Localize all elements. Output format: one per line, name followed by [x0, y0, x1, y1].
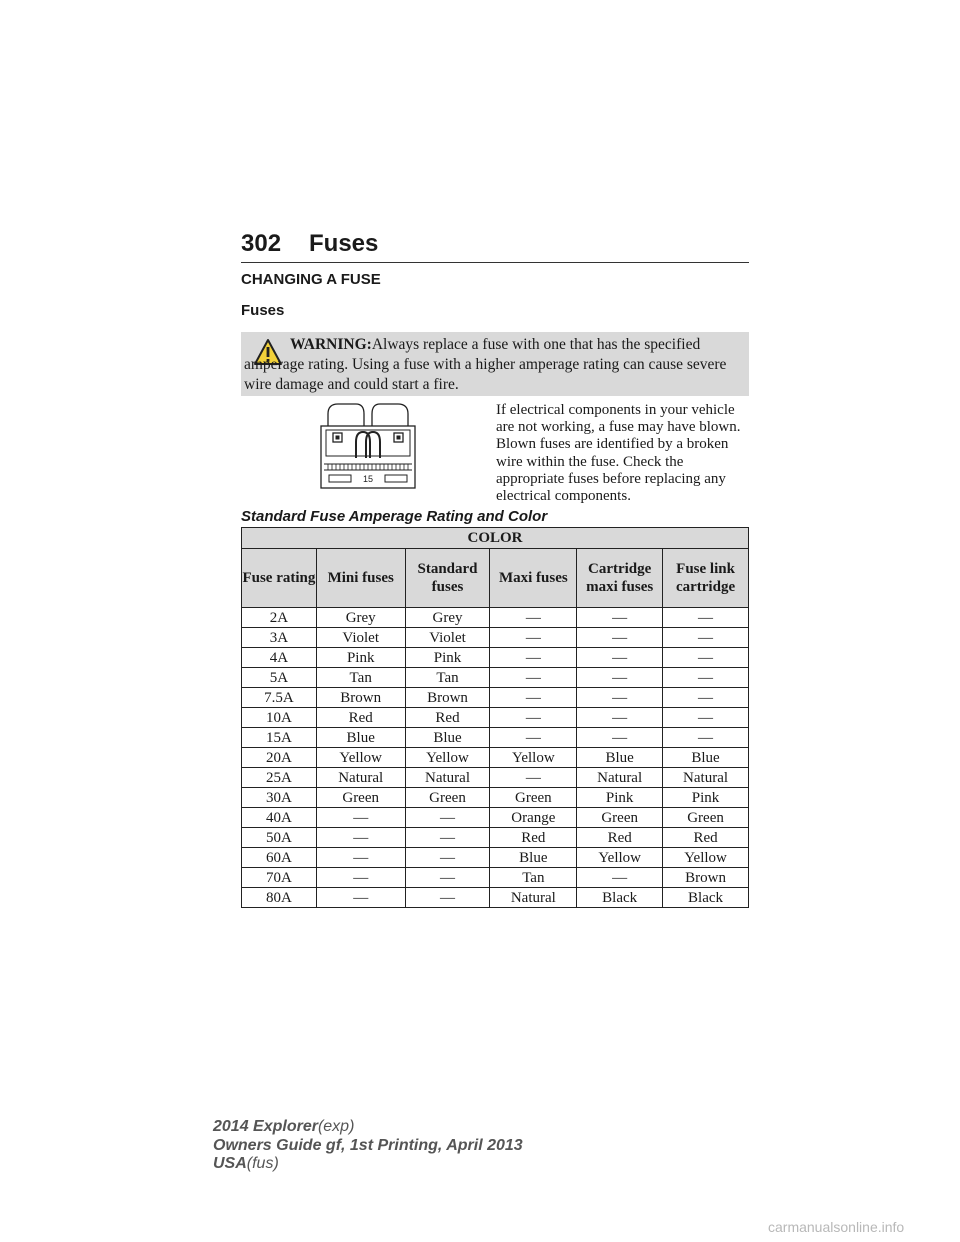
table-cell: 15A: [242, 728, 317, 748]
table-cell: Black: [663, 888, 749, 908]
table-cell: Tan: [490, 868, 577, 888]
table-cell: —: [405, 888, 490, 908]
table-cell: —: [405, 808, 490, 828]
table-cell: Tan: [316, 668, 405, 688]
table-cell: —: [577, 868, 663, 888]
table-cell: —: [663, 628, 749, 648]
table-cell: 2A: [242, 608, 317, 628]
table-row: [242, 648, 749, 668]
table-row: [242, 868, 749, 888]
table-cell: Natural: [490, 888, 577, 908]
table-cell: Natural: [316, 768, 405, 788]
table-cell: Pink: [316, 648, 405, 668]
table-cell: Blue: [490, 848, 577, 868]
table-cell: Grey: [316, 608, 405, 628]
table-cell: 4A: [242, 648, 317, 668]
table-cell: 7.5A: [242, 688, 317, 708]
table-cell: Blue: [663, 748, 749, 768]
table-cell: 5A: [242, 668, 317, 688]
table-cell: Yellow: [663, 848, 749, 868]
table-cell: Orange: [490, 808, 577, 828]
table-row: [242, 608, 749, 628]
table-cell: —: [490, 708, 577, 728]
table-cell: —: [577, 688, 663, 708]
table-cell: Brown: [405, 688, 490, 708]
table-cell: —: [316, 828, 405, 848]
table-cell: —: [663, 668, 749, 688]
table-cell: —: [577, 628, 663, 648]
table-cell: Green: [490, 788, 577, 808]
table-cell: —: [490, 688, 577, 708]
column-header: Mini fuses: [316, 549, 405, 608]
table-cell: —: [663, 648, 749, 668]
color-group-header: COLOR: [242, 528, 749, 549]
table-cell: —: [405, 848, 490, 868]
table-cell: —: [490, 768, 577, 788]
footer-line-1: 2014 Explorer(exp): [213, 1118, 355, 1135]
column-header: Maxi fuses: [490, 549, 577, 608]
column-header: Cartridge maxi fuses: [577, 549, 663, 608]
table-cell: Blue: [577, 748, 663, 768]
table-row: [242, 748, 749, 768]
table-cell: 50A: [242, 828, 317, 848]
table-cell: Green: [405, 788, 490, 808]
table-row: [242, 788, 749, 808]
table-row: [242, 708, 749, 728]
table-cell: —: [405, 868, 490, 888]
warning-box: [241, 332, 749, 396]
column-header: Fuse link cartridge: [663, 549, 749, 608]
table-cell: —: [577, 708, 663, 728]
table-cell: Red: [316, 708, 405, 728]
table-row: [242, 888, 749, 908]
body-paragraph: If electrical components in your vehicle are not working, a fuse may have blown. Blown fuses are identified by a broken wire within the fuse. Check the appropriate fuses before replacing any electrical components.: [496, 402, 741, 505]
table-cell: Yellow: [316, 748, 405, 768]
table-cell: 60A: [242, 848, 317, 868]
table-cell: Pink: [577, 788, 663, 808]
column-header: Fuse rating: [242, 549, 317, 608]
table-cell: —: [405, 828, 490, 848]
table-cell: Pink: [663, 788, 749, 808]
table-cell: 30A: [242, 788, 317, 808]
table-cell: Red: [663, 828, 749, 848]
table-cell: —: [577, 668, 663, 688]
table-cell: Natural: [577, 768, 663, 788]
table-cell: 40A: [242, 808, 317, 828]
table-cell: Blue: [316, 728, 405, 748]
table-cell: 3A: [242, 628, 317, 648]
column-header: Standard fuses: [405, 549, 490, 608]
page-number: 302: [241, 230, 282, 257]
fuse-icon: [318, 402, 418, 492]
table-cell: Red: [490, 828, 577, 848]
table-caption: Standard Fuse Amperage Rating and Color: [241, 508, 548, 525]
table-cell: Yellow: [405, 748, 490, 768]
table-cell: Pink: [405, 648, 490, 668]
fuse-color-table: [241, 527, 749, 908]
table-row: [242, 848, 749, 868]
table-cell: Green: [316, 788, 405, 808]
table-row: [242, 668, 749, 688]
footer: [213, 1118, 523, 1174]
main-heading: CHANGING A FUSE: [241, 271, 381, 288]
table-cell: —: [663, 608, 749, 628]
warning-body: Always replace a fuse with one that has the specified amperage rating. Using a fuse with a higher amperage rating can cause severe wire damage and could start a fire.: [244, 336, 727, 393]
table-cell: 20A: [242, 748, 317, 768]
subheading: Fuses: [241, 302, 285, 319]
footer-line-2: Owners Guide gf, 1st Printing, April 2013: [213, 1136, 523, 1154]
table-cell: Brown: [316, 688, 405, 708]
table-cell: —: [490, 668, 577, 688]
warning-text: [244, 335, 744, 395]
table-cell: Yellow: [490, 748, 577, 768]
table-row: [242, 688, 749, 708]
table-cell: Red: [577, 828, 663, 848]
table-cell: —: [316, 848, 405, 868]
table-row: [242, 628, 749, 648]
table-cell: —: [316, 888, 405, 908]
table-row: [242, 768, 749, 788]
footer-line-3: USA(fus): [213, 1155, 279, 1172]
table-cell: —: [577, 608, 663, 628]
table-cell: 70A: [242, 868, 317, 888]
table-cell: —: [316, 868, 405, 888]
table-cell: Violet: [316, 628, 405, 648]
table-cell: —: [577, 728, 663, 748]
table-cell: 80A: [242, 888, 317, 908]
warning-label: WARNING:: [290, 336, 372, 353]
table-row: [242, 808, 749, 828]
table-cell: Natural: [663, 768, 749, 788]
table-cell: Natural: [405, 768, 490, 788]
table-cell: Tan: [405, 668, 490, 688]
table-cell: 10A: [242, 708, 317, 728]
table-cell: Green: [577, 808, 663, 828]
table-cell: —: [490, 628, 577, 648]
watermark: carmanualsonline.info: [768, 1219, 905, 1235]
table-row: [242, 728, 749, 748]
table-cell: —: [490, 728, 577, 748]
fuse-label: 15: [362, 474, 374, 484]
table-cell: Grey: [405, 608, 490, 628]
table-cell: —: [316, 808, 405, 828]
table-cell: Violet: [405, 628, 490, 648]
table-cell: Black: [577, 888, 663, 908]
table-cell: Green: [663, 808, 749, 828]
section-title: Fuses: [309, 230, 379, 257]
table-cell: —: [663, 708, 749, 728]
page-header: [241, 230, 749, 263]
table-cell: Brown: [663, 868, 749, 888]
table-cell: —: [577, 648, 663, 668]
table-cell: —: [490, 648, 577, 668]
table-row: [242, 828, 749, 848]
table-cell: Red: [405, 708, 490, 728]
table-cell: 25A: [242, 768, 317, 788]
table-cell: Yellow: [577, 848, 663, 868]
table-cell: —: [663, 688, 749, 708]
table-cell: —: [663, 728, 749, 748]
table-cell: —: [490, 608, 577, 628]
table-cell: Blue: [405, 728, 490, 748]
